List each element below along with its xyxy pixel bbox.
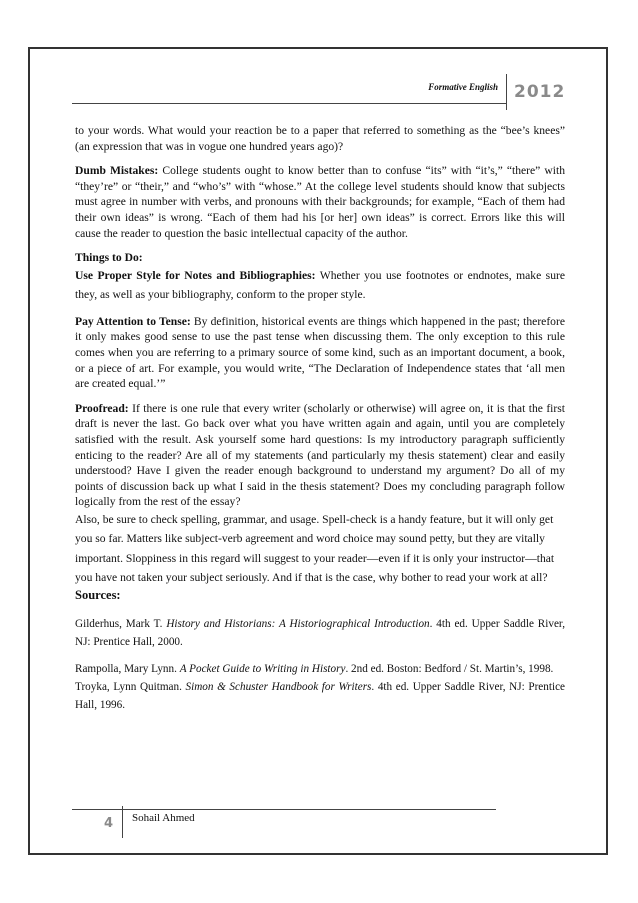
paragraph-dumb-mistakes xyxy=(75,163,565,241)
reference-title: Simon & Schuster Handbook for Writers xyxy=(185,681,372,694)
header-divider xyxy=(72,103,506,104)
heading-sources: Sources: xyxy=(75,587,121,602)
reference-title: History and Historians: A Historiographical Introduction xyxy=(166,618,430,631)
text-proper-style: Whether you use footnotes or endnotes, make sure they, as well as your bibliography, conform to the proper style. xyxy=(75,268,565,302)
heading-proper-style: Use Proper Style for Notes and Bibliographies: xyxy=(75,268,316,282)
reference-author: Gilderhus, Mark T. xyxy=(75,618,167,631)
paragraph-proofread xyxy=(75,401,565,510)
heading-dumb-mistakes: Dumb Mistakes: xyxy=(75,164,159,178)
reference-details: . 4th ed. Upper Saddle River, NJ: Prentice Hall, 1996. xyxy=(75,681,566,712)
reference-author: Troyka, Lynn Quitman. xyxy=(75,681,186,694)
header-label: Formative English xyxy=(428,82,498,92)
things-to-do-label: Things to Do: xyxy=(75,251,143,265)
heading-things-to-do xyxy=(75,250,565,266)
paragraph-intro: to your words. What would your reaction be to a paper that referred to something as the “bee’s knees” (an expression that was in vogue one hundred years ago)? xyxy=(75,124,565,153)
paragraph-also: Also, be sure to check spelling, grammar, and usage. Spell-check is a handy feature, but it will only get you so far. Matters like subject-verb agreement and word choice may sound petty, but they are vitally important. Sloppiness in this regard will suggest to your reader—even if it is only your instructor—that you have not taken your subject seriously. And if that is the case, why bother to read your work at all? xyxy=(75,512,555,585)
footer-separator xyxy=(122,806,123,838)
reference-item xyxy=(75,678,565,714)
reference-item xyxy=(75,660,565,678)
footer-divider xyxy=(72,809,496,810)
page-number: 4 xyxy=(104,816,114,831)
paragraph-tense xyxy=(75,314,565,392)
reference-item xyxy=(75,615,565,651)
reference-details: . 4th ed. Upper Saddle River, NJ: Prentice Hall, 2000. xyxy=(75,618,565,649)
text-proofread: If there is one rule that every writer (scholarly or otherwise) will agree on, it is that the first draft is never the last. Go back over what you have written again and again, until you are completely satisfied with the result. Ask yourself some hard questions: Is my introductory paragraph sufficiently enticing to the reader? Are all of my statements (and particularly my thesis statement) clear and easily understood? Have I given the reader enough background to understand my argument? Do all of my points of discussion back up what I said in the thesis statement? Does my concluding paragraph follow logically from the rest of the essay? xyxy=(75,401,565,509)
document-body xyxy=(75,123,565,723)
paragraph-proper-style xyxy=(75,266,565,305)
reference-title: A Pocket Guide to Writing in History xyxy=(179,663,346,676)
reference-details: . 2nd ed. Boston: Bedford / St. Martin’s, 1998. xyxy=(345,663,554,676)
text-dumb-mistakes: College students ought to know better than to confuse “its” with “it’s,” “there” with “they’re” or “their,” and “who’s” with “whose.” At the college level students should know that subjects must agree in number with verbs, and pronouns with their backgrounds; for example, “Each of them had their own ideas” is wrong. “Each of them had his [or her] own ideas” is correct. Errors like this will cause the reader to question the basic intellectual capacity of the author. xyxy=(75,164,565,240)
header-year: 2012 xyxy=(514,82,566,102)
header-separator xyxy=(506,74,507,110)
heading-tense: Pay Attention to Tense: xyxy=(75,314,191,328)
footer-author: Sohail Ahmed xyxy=(132,812,195,824)
heading-proofread: Proofread: xyxy=(75,401,129,415)
reference-author: Rampolla, Mary Lynn. xyxy=(75,663,180,676)
text-tense: By definition, historical events are things which happened in the past; therefore it only makes good sense to use the past tense when discussing them. The only exception to this rule comes when you are referring to a primary source of some kind, such as an important document, a book, or a piece of art. For example, you would write, “The Declaration of Independence states that ‘all men are created equal.’” xyxy=(75,314,565,391)
